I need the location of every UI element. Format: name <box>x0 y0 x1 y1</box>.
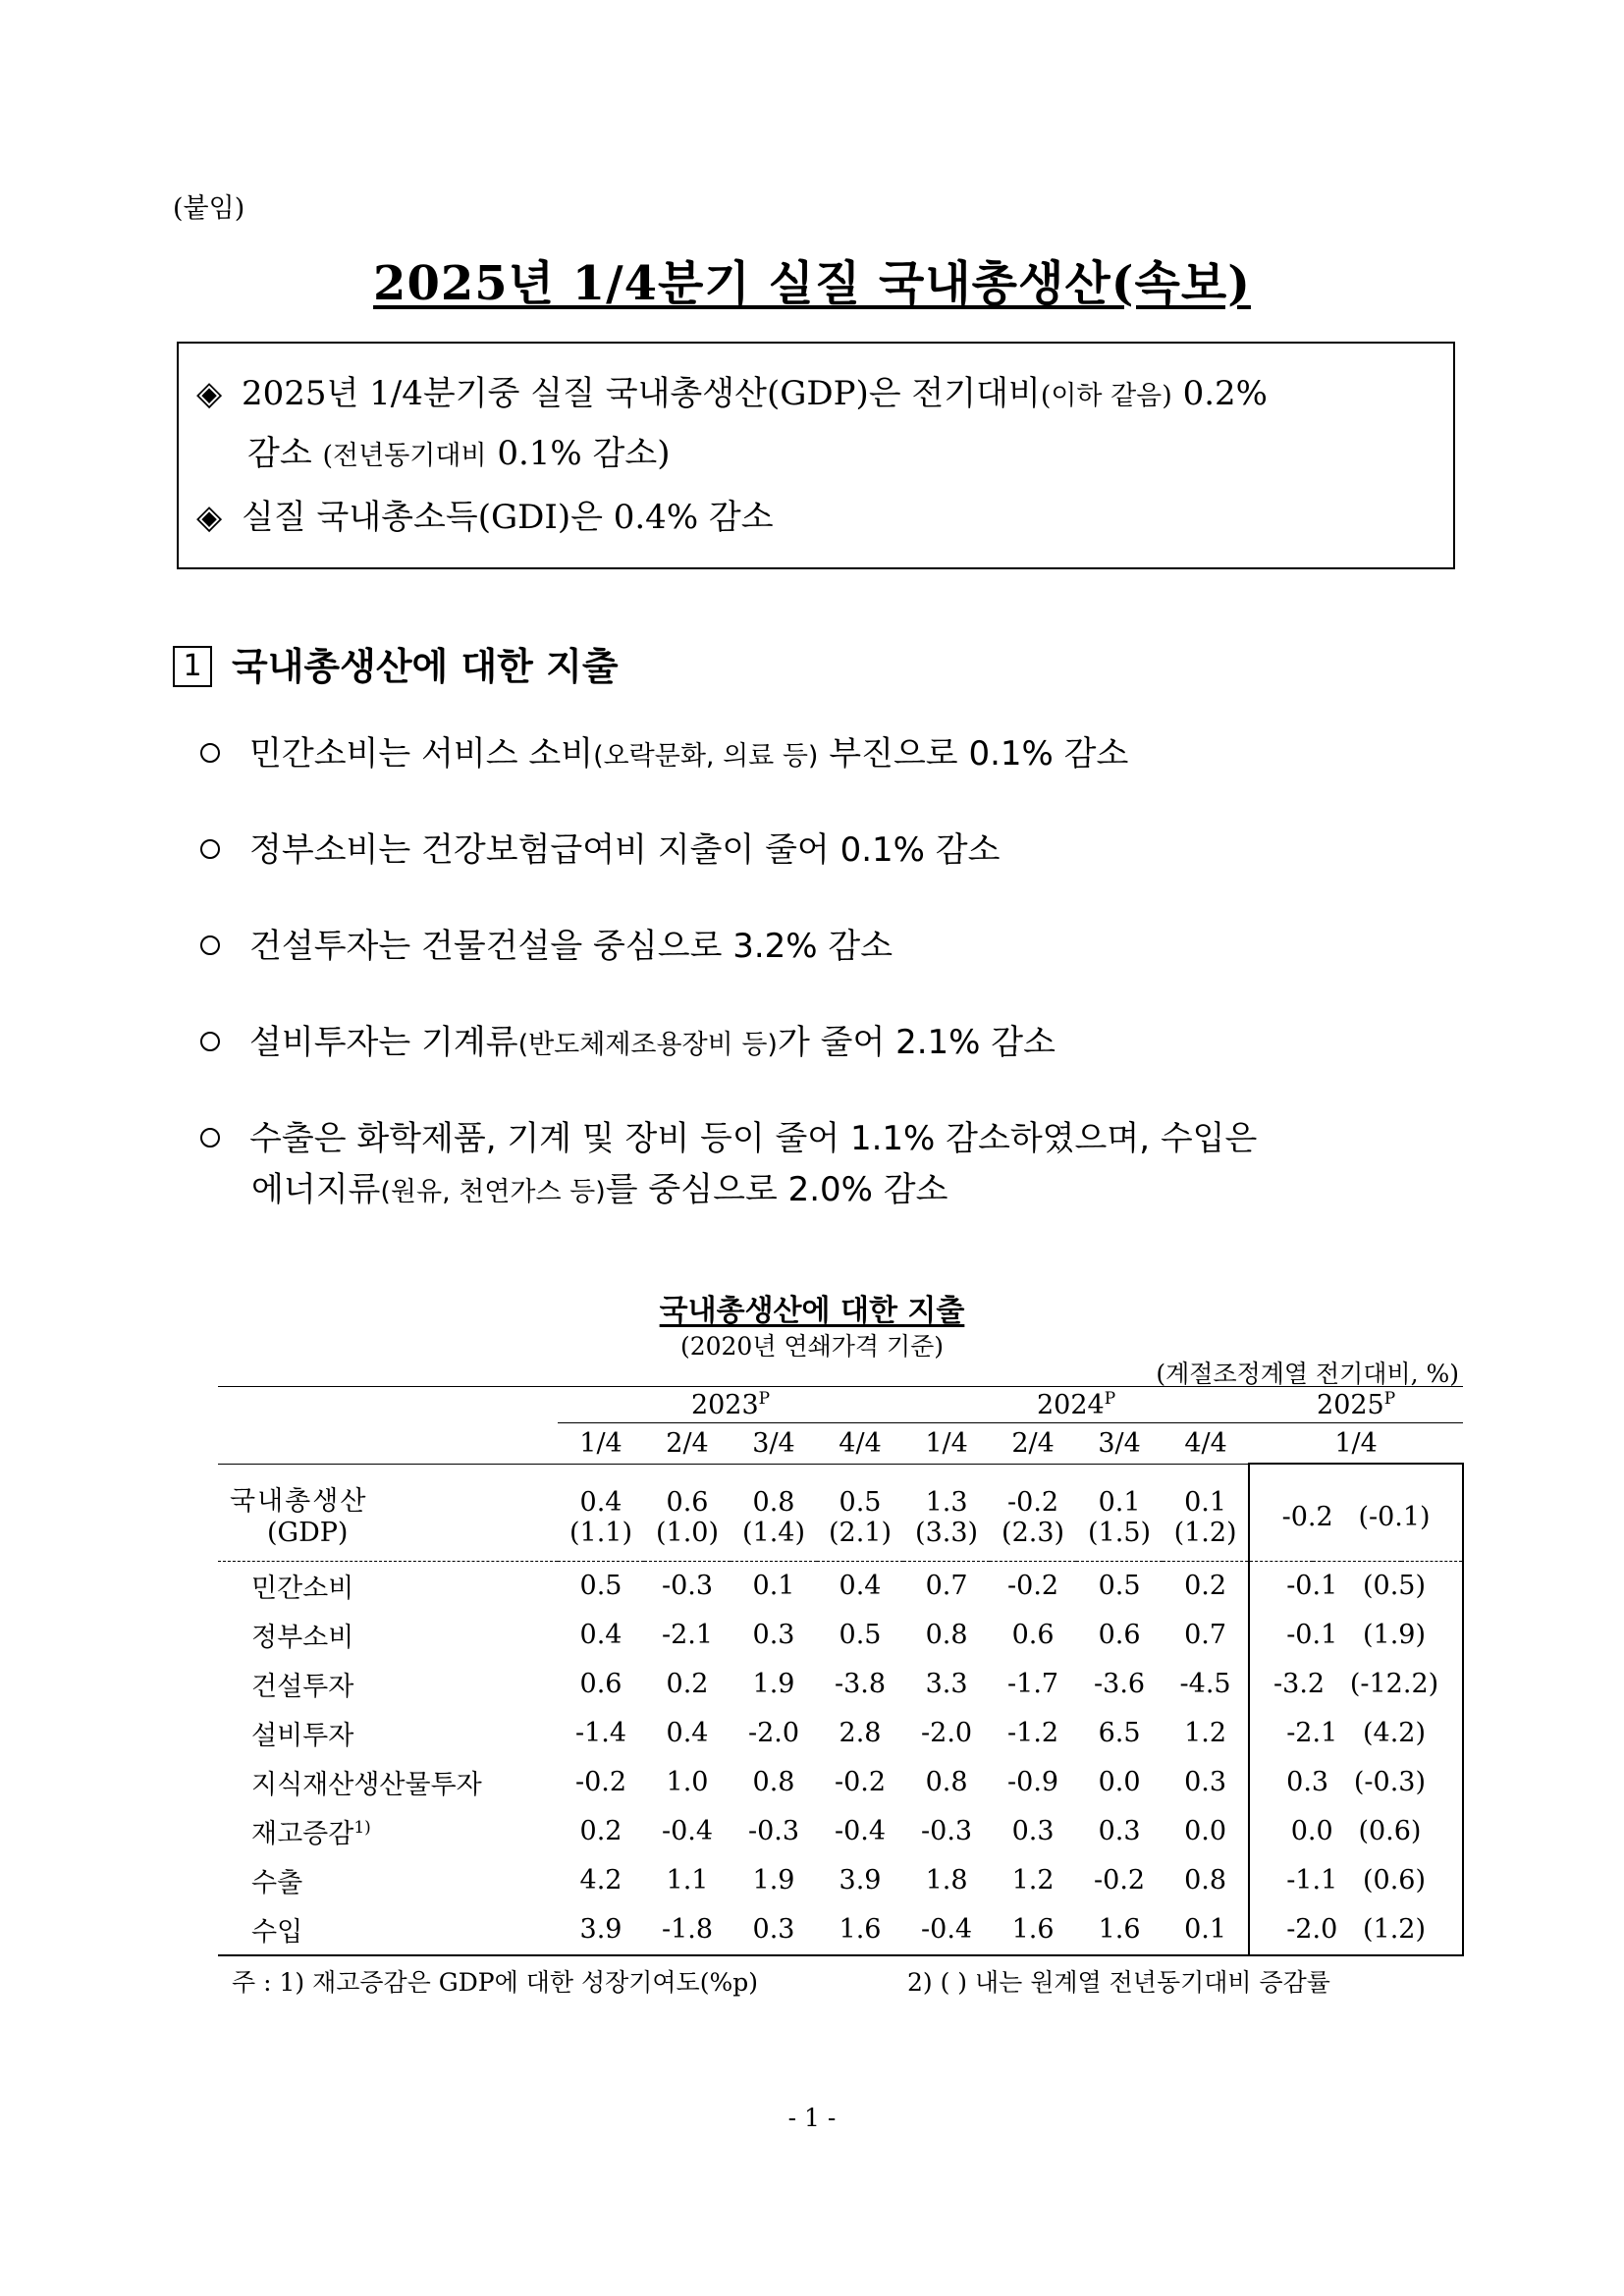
value-cell: 0.3 <box>1011 1816 1055 1846</box>
value-cell: 0.3 <box>1184 1767 1227 1797</box>
diamond-bullet-icon: ◈ <box>196 374 223 413</box>
summary-box <box>177 342 1455 569</box>
bullet-exports-imports: 수출은 화학제품, 기계 및 장비 등이 줄어 1.1% 감소하였으며, 수입은 에너지류(원유, 천연가스 등)를 중심으로 2.0% 감소 <box>200 1113 1257 1218</box>
value-cell: 0.8 <box>1184 1865 1227 1896</box>
section-number-box: 1 <box>173 646 212 687</box>
gdp-expenditure-table <box>218 1386 1464 1956</box>
latest-cell: -3.2 (-12.2) <box>1249 1660 1463 1709</box>
row-label: 설비투자 <box>251 1721 354 1751</box>
quarter-header: 3/4 <box>1076 1423 1163 1465</box>
page-number: - 1 - <box>787 2104 837 2132</box>
value-cell: 2.8 <box>839 1718 882 1748</box>
quarter-header: 1/4 <box>903 1423 990 1465</box>
value-cell: -3.8 <box>834 1669 887 1699</box>
quarter-header: 4/4 <box>1163 1423 1249 1465</box>
value-cell: -0.4 <box>834 1816 887 1846</box>
latest-cell: 0.3 (-0.3) <box>1249 1758 1463 1807</box>
value-cell: 0.1 <box>1163 1905 1249 1955</box>
value-cell: 0.5 <box>839 1620 882 1650</box>
quarter-header: 1/4 <box>558 1423 644 1465</box>
diamond-bullet-icon: ◈ <box>196 498 223 537</box>
yoy-cell: (1.5) <box>1076 1518 1163 1562</box>
bullet-construction-investment: 건설투자는 건물건설을 중심으로 3.2% 감소 <box>200 921 893 972</box>
row-label: 정부소비 <box>251 1623 354 1653</box>
row-label: 지식재산생산물투자 <box>251 1770 482 1800</box>
value-cell: 0.8 <box>752 1486 795 1518</box>
value-cell: 0.7 <box>1184 1620 1227 1650</box>
value-cell: 0.4 <box>839 1571 882 1601</box>
latest-cell: -0.1 (1.9) <box>1249 1611 1463 1660</box>
value-cell: -3.6 <box>1094 1669 1146 1699</box>
year-header-row <box>218 1387 1463 1423</box>
note-2: 2) ( ) 내는 원계열 전년동기대비 증감률 <box>907 1968 1330 1997</box>
yoy-cell: (1.2) <box>1163 1518 1249 1562</box>
table-row <box>218 1856 1463 1905</box>
value-cell: 1.3 <box>925 1486 968 1518</box>
table-row <box>218 1807 1463 1856</box>
value-cell: 0.2 <box>579 1816 623 1846</box>
value-cell: 0.2 <box>666 1669 709 1699</box>
quarter-header: 3/4 <box>731 1423 817 1465</box>
value-cell: 0.8 <box>752 1767 795 1797</box>
value-cell: 0.7 <box>925 1571 968 1601</box>
bullet-facilities-investment: 설비투자는 기계류(반도체제조용장비 등)가 줄어 2.1% 감소 <box>200 1017 1056 1071</box>
table-row <box>218 1758 1463 1807</box>
value-cell: -1.4 <box>574 1718 627 1748</box>
value-cell: 0.1 <box>1098 1486 1141 1518</box>
page-title: 2025년 1/4분기 실질 국내총생산(속보) <box>373 256 1251 311</box>
latest-cell: -2.1 (4.2) <box>1249 1709 1463 1758</box>
value-cell: 1.1 <box>666 1865 709 1896</box>
year-2025: $2025^P$ <box>1249 1387 1463 1423</box>
quarter-header-row <box>218 1423 1463 1465</box>
latest-cell: -0.1 (0.5) <box>1249 1561 1463 1611</box>
yoy-cell: (3.3) <box>903 1518 990 1562</box>
table-row-gdp <box>218 1464 1463 1518</box>
latest-cell: -0.2 (-0.1) <box>1249 1464 1463 1561</box>
circle-bullet-icon <box>200 1032 220 1051</box>
yoy-cell: (2.1) <box>817 1518 903 1562</box>
bullet-government-consumption: 정부소비는 건강보험급여비 지출이 줄어 0.1% 감소 <box>200 825 1000 876</box>
row-label: 재고증감$^{1)}$ <box>251 1818 371 1849</box>
quarter-header: 4/4 <box>817 1423 903 1465</box>
value-cell: 0.6 <box>1098 1620 1141 1650</box>
value-cell: -0.2 <box>1094 1865 1146 1896</box>
latest-cell: -2.0 (1.2) <box>1249 1905 1463 1955</box>
quarter-header: 2/4 <box>644 1423 731 1465</box>
value-cell: -0.2 <box>834 1767 887 1797</box>
value-cell: 0.4 <box>579 1486 623 1518</box>
table-row <box>218 1660 1463 1709</box>
value-cell: -0.4 <box>661 1816 714 1846</box>
table-row <box>218 1561 1463 1611</box>
bullet-private-consumption: 민간소비는 서비스 소비(오락문화, 의료 등) 부진으로 0.1% 감소 <box>200 728 1128 782</box>
yoy-cell: (2.3) <box>990 1518 1076 1562</box>
value-cell: -1.8 <box>644 1905 731 1955</box>
value-cell: 0.8 <box>925 1620 968 1650</box>
value-cell: 0.5 <box>1098 1571 1141 1601</box>
value-cell: 3.9 <box>558 1905 644 1955</box>
latest-cell: 0.0 (0.6) <box>1249 1807 1463 1856</box>
value-cell: 0.3 <box>1098 1816 1141 1846</box>
row-label: 건설투자 <box>251 1672 354 1702</box>
table-row <box>218 1611 1463 1660</box>
value-cell: -0.3 <box>921 1816 973 1846</box>
value-cell: -2.1 <box>661 1620 714 1650</box>
table-row <box>218 1709 1463 1758</box>
value-cell: -2.0 <box>747 1718 800 1748</box>
value-cell: 0.0 <box>1184 1816 1227 1846</box>
row-label: 수입 <box>218 1905 558 1955</box>
circle-bullet-icon <box>200 743 220 763</box>
value-cell: 1.2 <box>1011 1865 1055 1896</box>
yoy-cell: (1.4) <box>731 1518 817 1562</box>
summary-item-gdp: ◈ 2025년 1/4분기중 실질 국내총생산(GDP)은 전기대비(이하 같음) 0.2% 감소 (전년동기대비 0.1% 감소) <box>196 365 1268 485</box>
value-cell: 1.0 <box>666 1767 709 1797</box>
value-cell: -0.3 <box>661 1571 714 1601</box>
table-subtitle: (2020년 연쇄가격 기준) <box>679 1332 945 1361</box>
value-cell: 0.0 <box>1098 1767 1141 1797</box>
table-row <box>218 1905 1463 1955</box>
value-cell: 0.5 <box>839 1486 882 1518</box>
table-unit: (계절조정계열 전기대비, %) <box>1156 1360 1459 1388</box>
value-cell: 1.6 <box>990 1905 1076 1955</box>
value-cell: 0.1 <box>1184 1486 1227 1518</box>
value-cell: -0.2 <box>574 1767 627 1797</box>
circle-bullet-icon <box>200 839 220 859</box>
table-title: 국내총생산에 대한 지출 <box>659 1294 965 1328</box>
circle-bullet-icon <box>200 1128 220 1148</box>
value-cell: 0.3 <box>731 1905 817 1955</box>
quarter-header: 2/4 <box>990 1423 1076 1465</box>
circle-bullet-icon <box>200 935 220 955</box>
value-cell: -2.0 <box>921 1718 973 1748</box>
value-cell: 3.9 <box>839 1865 882 1896</box>
table-notes <box>232 1963 1459 1999</box>
value-cell: 0.1 <box>752 1571 795 1601</box>
row-label: 민간소비 <box>251 1574 354 1604</box>
value-cell: 1.8 <box>925 1865 968 1896</box>
value-cell: 6.5 <box>1098 1718 1141 1748</box>
value-cell: 0.4 <box>666 1718 709 1748</box>
value-cell: 0.8 <box>925 1767 968 1797</box>
row-label: 수출 <box>251 1868 303 1898</box>
value-cell: 1.6 <box>817 1905 903 1955</box>
value-cell: 0.5 <box>579 1571 623 1601</box>
value-cell: -0.9 <box>1007 1767 1059 1797</box>
value-cell: 0.3 <box>752 1620 795 1650</box>
latest-cell: -1.1 (0.6) <box>1249 1856 1463 1905</box>
row-label: 국내총생산 <box>230 1485 368 1517</box>
value-cell: 4.2 <box>579 1865 623 1896</box>
value-cell: 1.2 <box>1184 1718 1227 1748</box>
year-2023: $2023^P$ <box>558 1387 903 1423</box>
quarter-header: 1/4 <box>1249 1423 1463 1465</box>
value-cell: -0.4 <box>903 1905 990 1955</box>
value-cell: -0.2 <box>1007 1571 1059 1601</box>
value-cell: 1.9 <box>752 1865 795 1896</box>
value-cell: 0.6 <box>666 1486 709 1518</box>
value-cell: 0.2 <box>1184 1571 1227 1601</box>
note-1: 주 : 1) 재고증감은 GDP에 대한 성장기여도(%p) <box>232 1968 758 1997</box>
yoy-cell: (1.1) <box>558 1518 644 1562</box>
value-cell: -4.5 <box>1179 1669 1231 1699</box>
row-label: (GDP) <box>218 1518 558 1562</box>
value-cell: -1.2 <box>1007 1718 1059 1748</box>
year-2024: $2024^P$ <box>903 1387 1249 1423</box>
value-cell: 1.9 <box>752 1669 795 1699</box>
value-cell: -0.2 <box>1007 1486 1059 1518</box>
value-cell: 0.6 <box>1011 1620 1055 1650</box>
value-cell: 1.6 <box>1076 1905 1163 1955</box>
value-cell: 0.4 <box>579 1620 623 1650</box>
value-cell: -1.7 <box>1007 1669 1059 1699</box>
value-cell: 0.6 <box>579 1669 623 1699</box>
attachment-label: (붙임) <box>173 193 245 224</box>
value-cell: -0.3 <box>747 1816 800 1846</box>
yoy-cell: (1.0) <box>644 1518 731 1562</box>
value-cell: 3.3 <box>925 1669 968 1699</box>
section-heading: 1 국내총생산에 대한 지출 <box>173 636 619 690</box>
summary-item-gdi: ◈ 실질 국내총소득(GDI)은 0.4% 감소 <box>196 489 774 546</box>
